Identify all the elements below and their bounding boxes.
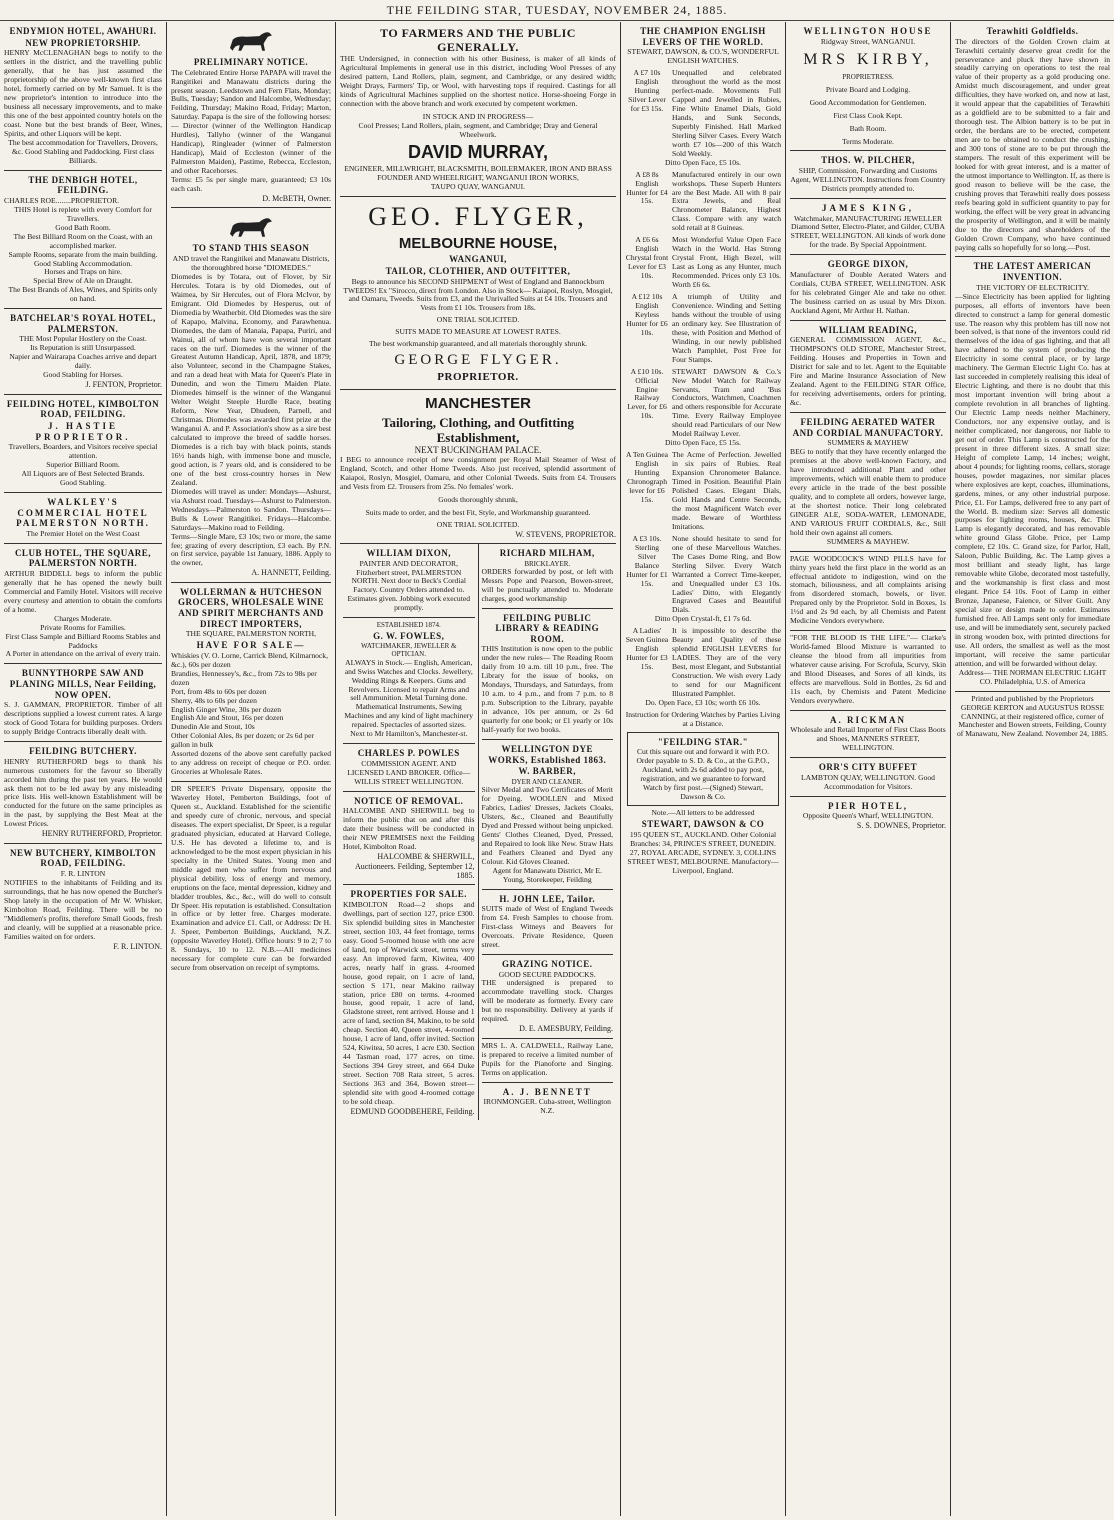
ad-body: SHIP, Commission, Forwarding and Customs Agent, WELLINGTON. Instructions from Country Districts promptly attended to.: [790, 166, 946, 193]
ad-body: PAINTER AND DECORATOR, Fitzherbert street, PALMERSTON NORTH. Next door to Beck's Cordial Factory. Country Orders attended to. Estimates given. Jobbing work executed promptly.: [347, 558, 471, 613]
caldwell-music-ad: [482, 1039, 614, 1083]
watch-price: A £12 10s English Keyless Hunter for £6 10s.: [626, 292, 668, 337]
ad-title: PROPERTIES FOR SALE.: [350, 889, 467, 900]
article-body: The directors of the Golden Crown claim at Terawhiti certainly deserve great credit for the perseverance and pluck they have shown in steadily carrying on operations to test the real value of their property as a gold producing one. Amidst much discouragement, and under great difficulties, they have worked on, and now at last, it would appear that the capabilities of Terawhiti as a goldfield are to be submitted to a fair and thorough test. The Albion battery is to be put in order, the berdans are to be erected, competent men are to be obtained to conduct the crushing, and 300 tons of stone are to be put through the stampers. The result of this experiment will be looked for with great interest, and is a matter of the utmost importance to Wellington. If, as there is good reason to believe will be the case, the crushing proves that Terawhiti really does possess reefs bearing gold in sufficient quantity to pay for working, the effect will be very great in advancing the prosperity of Wellington, and it will be mainly due to the directors and shareholders of the Golden Crown Company, who have continued paying calls so hopefully for so long.—Post.: [955, 36, 1110, 252]
ad-line: Its Reputation is still Unsurpassed.: [30, 343, 136, 353]
feilding-star-coupon[interactable]: [627, 732, 779, 806]
ad-title: THOS. W. PILCHER,: [821, 155, 915, 166]
ad-line: ONE TRIAL SOLICITED.: [436, 315, 520, 325]
ad-address: 195 QUEEN ST., AUCKLAND. Other Colonial Branches: 34, PRINCE'S STREET, DUNEDIN. 27, ROYAL ARCADE, SYDNEY. 3, COLLINS STREET WEST, MELBOURNE. Manufactory—Liverpool, England.: [627, 829, 779, 875]
watch-price: A £3 10s. Sterling Silver Balance Hunter for £1 15s.: [626, 533, 668, 588]
ad-body: SUITS made of West of England Tweeds from £4. Fresh Samples to choose from. First-class Witneys and Beavers for Overcoats. Private Residence, Queen street.: [481, 904, 613, 949]
ad-trade: TAILOR, CLOTHIER, AND OUTFITTER,: [385, 265, 571, 276]
ad-body: I BEG to announce receipt of new consignment per Royal Mail Steamer of West of England, Scotch, and other Home Tweeds. Also just received, splendid assortment of Kaiapoi, Roslyn, Mosgiel, Oamaru, and other Colonial Tweeds. Suits from £4. Trousers and Vests from £2. Trousers from 25s. No females' work.: [340, 454, 616, 491]
walkley-hotel-ad: [4, 493, 162, 544]
center-left-subcolumn: [340, 544, 478, 1120]
ad-title: H. JOHN LEE, Tailor.: [499, 893, 596, 904]
watch-item: [625, 293, 781, 365]
column-center: [336, 22, 620, 1516]
ad-line: Travellers, Boarders, and Visitors receive special attention.: [8, 442, 158, 461]
ad-address: NEXT BUCKINGHAM PALACE.: [414, 445, 542, 456]
ad-body: Opposite Queen's Wharf, WELLINGTON.: [802, 811, 934, 821]
ad-title: PRELIMINARY NOTICE.: [193, 57, 309, 67]
milham-bricklayer-ad: [482, 544, 614, 609]
ad-body: THE undersigned is prepared to accommodate travelling stock. Charges will be moderate as formerly. Every care but no responsibility. Delivery at yards if required.: [481, 978, 613, 1024]
ad-line: THE Most Popular Hostlery on the Coast.: [19, 334, 147, 344]
ad-body: BEG to notify that they have recently enlarged the premises at the above well-known Factory, and have introduced additional Plant and other improvements, which will enable them to produce every article in the trade of the best possible quality, and to complete all orders, however large, at the shortest notice. Their long celebrated GINGER ALE, SODA-WATER, LEMONADE, AND VARIOUS FRUIT CORDIALS, &c., Still hold their own against all comers.: [790, 447, 946, 537]
dr-speer-ad: [171, 782, 331, 977]
ad-line: Terms Moderate.: [842, 136, 894, 146]
ad-item: Port, from 48s to 60s per dozen: [171, 686, 267, 696]
column-4: [621, 22, 785, 1516]
ad-title: A. RICKMAN: [830, 714, 906, 725]
ad-signature: J. FENTON, Proprietor.: [85, 380, 162, 390]
watch-desc: None should hesitate to send for one of these Marvellous Watches. The Cases Dome Ring, and Bow Sterling Silver. Every Watch Warranted a Correct Time-keeper, and Unequalled under £3 10s. Ladies' Ditto, with Elegantly Engraved Cases and Beautiful Dials.: [672, 533, 781, 615]
watch-desc: A triumph of Utility and Convenience. Winding and Setting hands without the trouble of using an ordinary key. See Illustration of these, with Position and Method of Winding, in our newly published Watch Pamphlet, Post Free for Four Stamps.: [672, 292, 781, 364]
ad-signature: GEORGE FLYGER.: [394, 352, 562, 369]
ad-signature: HALCOMBE & SHERWILL, Auctioneers. Feilding, September 12, 1885.: [354, 852, 475, 880]
ad-line: Bath Room.: [849, 123, 887, 133]
papapa-notice-ad: [171, 22, 331, 208]
ad-signature: F. R. LINTON.: [113, 941, 162, 951]
diomedes-stud-ad: [171, 208, 331, 582]
public-library-ad: [482, 609, 614, 740]
feilding-hotel-ad: [4, 395, 162, 493]
wollerman-grocers-ad: [171, 583, 331, 782]
bunnythorpe-mills-ad: [4, 664, 162, 742]
ad-body: Silver Medal and Two Certificates of Merit for Dyeing. WOOLLEN and Mixed Fabrics, Ladies' Dresses, Jackets Cloaks, Ulsters, &c., Cleaned and Beautifully Dyed and Pressed without being unpicked. Gents' Clothes Cleaned, Dyed, Pressed, and Repaired to look like New. Straw Hats and Feathers Cleaned and Dyed any Colour. Kid Gloves Cleaned.: [481, 785, 613, 866]
coupon-title: "FEILDING STAR.": [657, 736, 749, 747]
horse-illustration-icon: [216, 27, 286, 55]
ad-name: W. BARBER,: [518, 766, 576, 777]
ad-name: F. R. LINTON: [60, 868, 106, 878]
ad-subtitle: NEW PROPRIETORSHIP.: [25, 37, 141, 48]
ad-body: LAMBTON QUAY, WELLINGTON. Good Accommodation for Visitors.: [801, 772, 935, 791]
ad-subtitle: THE VICTORY OF ELECTRICITY.: [976, 282, 1089, 292]
ad-title: MANCHESTER: [425, 394, 531, 412]
ad-title: TO FARMERS AND THE PUBLIC GENERALLY.: [380, 26, 576, 55]
ad-line: Good Stabling for Horses.: [43, 370, 123, 380]
ad-body: HALCOMBE AND SHERWILL beg to inform the public that on and after this date their business will be conducted in their NEW PREMISES next the Feilding Hotel, Kimbolton Road.: [343, 806, 475, 852]
watch-item: [625, 69, 781, 159]
ad-body: Watchmaker, MANUFACTURING JEWELLER Diamond Setter, Electro-Plater, and Gilder, CUBA STREET, WELLINGTON. All kinds of work done for the trade. By Special Appointment.: [790, 213, 946, 250]
ad-trades: ENGINEER, MILLWRIGHT, BLACKSMITH, BOILERMAKER, IRON AND BRASS FOUNDER AND WHEELRIGHT, WANGANUI IRON WORKS,: [344, 164, 612, 183]
watch-price: A £6 6s English Chrystal front Lever for £3 10s.: [625, 235, 669, 281]
ad-line: Private Board and Lodging.: [825, 84, 911, 94]
column-6: [951, 22, 1114, 1516]
stewart-dawson-watches-ad: [625, 22, 781, 879]
ad-title: WILLIAM DIXON,: [366, 547, 451, 558]
watch-desc: Unequalled and celebrated throughout the world as the most perfect-made. Movements Full Capped and Jewelled in Rubies, Fine White Enamel Dials, Gold Hands, and Sunk Seconds, Superbly Finished. Hall Marked Sterling Silver Cases. Every Watch worth £7 10s—200 of this Watch Sold Weekly.: [672, 68, 781, 158]
ad-body: Wholesale and Retail Importer of First Class Boots and Shoes, MANNERS STREET, WELLINGTON.: [790, 725, 946, 753]
terawhiti-goldfields-article: [955, 22, 1110, 257]
powles-agent-ad: [343, 744, 475, 791]
watch-desc: STEWART DAWSON & Co.'s New Model Watch for Railway Servants, Tram and 'Bus Conductors, Watchmen, Coachmen and others responsible for Accurate Time. Every Railway Employee should read Particulars of our New Model Railway Lever.: [672, 366, 781, 439]
ad-subtitle: Tailoring, Clothing, and Outfitting Establishment,: [381, 414, 575, 445]
dye-works-ad: [482, 740, 614, 890]
ad-item: Other Colonial Ales, 8s per dozen; or 2s 6d per gallon in bulk: [171, 731, 314, 750]
new-butchery-ad: [4, 844, 162, 955]
ad-title: JAMES KING,: [821, 202, 914, 213]
ad-title: RICHARD MILHAM,: [499, 547, 595, 558]
fowles-watchmaker-ad: [343, 618, 475, 744]
ad-body: HENRY RUTHERFORD begs to thank his numerous customers for the favour so liberally accorded him during the past ten years. He would ask them not to be led away by any misleading price lists. His well-known Establishment will be conducted for the future on the same principles as in the past, by supplying the Best Meat at the Lowest Prices.: [4, 756, 162, 829]
ad-line: The Premier Hotel on the West Coast: [26, 528, 140, 538]
ad-signature: EDMUND GOODBEHERE, Feilding.: [350, 1106, 475, 1116]
ad-body: THIS Institution is now open to the public under the new rules— The Reading Room daily from 10 a.m. till 10 p.m., free. The Library for the issue of books, on Mondays, Thursdays, and Saturdays, from 10 a.m. to 4 p.m., and from 7 p.m. to 8 p.m. Subscription to the Library, payable in advance, 10s per annum, or 2s 6d quarterly for one book; or £1 yearly or 10s half-yearly for two books.: [481, 644, 613, 735]
watch-price: A Ten Guinea English Hunting Chronograph lever for £6 15s.: [626, 450, 668, 504]
watch-item: [625, 451, 781, 532]
ad-established: ESTABLISHED 1874.: [376, 621, 441, 630]
ad-body: —Since Electricity has been applied for lighting purposes, all efforts of inventors have been directed to construct a lamp for general domestic use. The reason why this problem has till now not been solved, is that none of the inventors could rid themselves of the idea of gas lighting, and that all have adhered to the system of producing the Electricity in some central place, or by large machinery. The German Electric Light Co. has at last succeeded in completely realising this ideal of Electric Lighting, and there is no doubt that this most important invention will bring about a complete revolution in all branches of lighting. Our Electric Lamp needs neither Machinery, Conductors, nor any expensive outlay, and is neither complicated, nor dangerous, nor liable to get out of order. This Lamp is constructed for the present in three different sizes. A small size: Height of complete Lamp, 14 inches; weight, about 4 pounds; for lighting rooms, cellars, storage houses, powder magazines, nor similar places where explosives are kept, coaches, illuminations, gardens, mines, or any other industrial purpose. Price, £1. For Lamps, delivered free to any part of the World. B. medium size: Serves all domestic purposes for lighting rooms, houses, &c. This Lamp is elegantly decorated, and has removable white ground Glass Globe. Price, per Lamp complete, £2 10s. C. Grand size, for Parlor, Hall, Saloon, Public Building, &c. The Lamp gives a most brilliant and steady light, has large removable white Globe, decorated most tastefully, and the workmanship is first class and most elegant. Price £4 10s. Foot of Lamp in either Bronze, Japanese, Faience, or Silver Guilt. Any special size or design made to order. Estimates furnished free. All Lamps sent only for immediate use, and will be immediately sent, securely packed in strong wooden box, with printed directions for use. All orders, the smallest as well as the most important, will receive the same particular attention, and will be forwarded without delay.: [955, 291, 1111, 668]
geo-flyger-ad: [340, 197, 616, 390]
ad-title: THE DENBIGH HOTEL, FEILDING.: [28, 174, 138, 196]
address-note: Note.—All letters to be addressed: [651, 808, 755, 818]
ad-body: PAGE WOODCOCK'S WIND PILLS have for thirty years held the first place in the world as an effectual antidote to indigestion, wind on the stomach, biliousness, and all complaints arising from disordered stomach, bowels, or liver. Prepared only by the Proprietor. Sold in Boxes, 1s 1½d and 2s 9d each, by all Chemists and Patent Medicine Vendors everywhere.: [790, 553, 946, 626]
article-title: Terawhiti Goldfields.: [986, 26, 1079, 36]
ad-title: WELLINGTON DYE WORKS, Established 1863.: [488, 743, 607, 765]
batchelar-hotel-ad: [4, 309, 162, 394]
ad-item: Brandies, Hennessey's, &c., from 72s to 98s per dozen: [171, 668, 317, 687]
orrs-buffet-ad: [790, 758, 946, 797]
farmers-notice-ad: [340, 22, 616, 197]
ad-title: GRAZING NOTICE.: [501, 958, 593, 969]
ad-line: Sample Rooms, separate from the main building.: [8, 249, 158, 259]
ad-trade: DYER AND CLEANER.: [511, 777, 583, 786]
ad-name: SUMMERS & MAYHEW: [827, 438, 909, 448]
ad-signature: HENRY RUTHERFORD, Proprietor.: [41, 829, 162, 839]
watch-desc: It is impossible to describe the Beauty and Quality of these splendid ENGLISH LEVERS for LADIES. They are of the very Best, most Elegant, and Substantial Construction. We wish every Lady to send for our Magnificent Illustrated Pamphlet.: [672, 626, 781, 698]
watch-price: A Ladies' Seven Guinea English Hunter for £3 15s.: [625, 626, 669, 672]
ad-title: FEILDING PUBLIC LIBRARY & READING ROOM.: [495, 612, 600, 644]
ad-line: Horses and Traps on hire.: [44, 267, 122, 277]
watch-desc: Manufactured entirely in our own workshops. These Superb Hunters are the Best Made. All with 8 pair Extra Jewels, and Real Chronometer Balance, Highest Class. Compare with any watch sold retail at 8 Guineas.: [672, 169, 781, 233]
ad-body: MRS L. A. CALDWELL, Railway Lane, is prepared to receive a limited number of Pupils for the Pianoforte and Singing. Terms on application.: [481, 1040, 613, 1077]
ad-subtitle: HAVE FOR SALE—: [196, 640, 306, 651]
ad-line: Cool Presses; Land Rollers, plain, segment, and Cambridge; Dray and General Wheelwork.: [358, 120, 598, 139]
ad-title: WILLIAM READING,: [818, 324, 917, 335]
column-1: [0, 22, 166, 1516]
ad-title: BATCHELAR'S ROYAL HOTEL, PALMERSTON.: [10, 313, 156, 334]
ad-name: GEO. FLYGER,: [368, 201, 588, 231]
ad-body: DR SPEER'S Private Dispensary, opposite the Waverley Hotel, Pemberton Buildings, foot of Queen st., Auckland. Established for the scientific and speedy cure of chronic, nervous, and special diseases. The expert specialist, Dr Speer, is a regular graduated physician, educated at Harvard College, U.S. He has devoted a lifetime to, and is acknowledged to be the most expert physician in his specialty in the United States. Young men and middle aged men who suffer from nervous and physical debility, loss of energy and memory, eruptions on the face, mental depression, kidney and bladder troubles, &c., &c., will do well to consult Dr Speer. His reputation is established. Consultation in office or by letter free. Charges moderate. Examination and advice £1. Call, or Address: Dr H. J. Speer, Pemberton Buildings, Auckland, N.Z. (opposite Waverley Hotel). Office hours: 9 to 2; 7 to 8. Sundays, 10 to 12. N.B.—All medicines necessary for complete cure can be forwarded secure from observation on receipt of symptoms.: [171, 784, 331, 973]
ad-body: ORDERS forwarded by post, or left with Messrs Pope and Pearson, Bowen-street, will be punctually attended to. Moderate charges, good workmanship: [481, 566, 613, 603]
ad-signature: S. S. DOWNES, Proprietor.: [856, 821, 946, 831]
ad-line: Suits made to order, and the best Fit, Style, and Workmanship guaranteed.: [365, 507, 591, 517]
ad-name: DAVID MURRAY,: [407, 141, 549, 162]
ad-signature: W. STEVENS, PROPRIETOR.: [515, 529, 616, 539]
ad-title: CHARLES P. POWLES: [357, 748, 460, 759]
horse-illustration-icon: [216, 213, 286, 241]
james-king-jeweller-ad: [790, 199, 946, 255]
ad-body: IRONMONGER. Cuba-street, Wellington N.Z.: [483, 1097, 611, 1116]
wellington-house-ad: [790, 22, 946, 151]
ad-item: English Ale and Stout, 16s per dozen: [171, 713, 284, 723]
ad-line: Private Rooms for Families.: [40, 622, 126, 632]
ad-trade: WATCHMAKER, JEWELLER & OPTICIAN.: [361, 642, 457, 659]
ad-line: ONE TRIAL SOLICITED.: [436, 519, 520, 529]
ad-item: Dunedin Ale and Stout, 10s: [171, 722, 255, 732]
ad-line: All Liquors are of Best Selected Brands.: [21, 468, 145, 478]
ad-title: THE LATEST AMERICAN INVENTION.: [973, 261, 1092, 283]
ad-title: ORR'S CITY BUFFET: [818, 762, 918, 773]
ad-trade: BRICKLAYER.: [524, 559, 571, 568]
ad-line: Napier and Wairarapa Coaches arrive and depart daily.: [9, 352, 157, 371]
ad-signature: D. McBETH, Owner.: [262, 193, 331, 203]
ad-title: FEILDING BUTCHERY.: [29, 746, 137, 757]
ad-line: The Best Billiard Room on the Coast, with an accomplished marker.: [13, 231, 153, 250]
imprint-text: Printed and published by the Proprietors GEORGE KERTON and AUGUSTUS ROSSE CANNING, at their registered office, corner of Manchester and Bowen streets, Feilding, County of Manawatu, New Zealand. November 24, 1885.: [957, 693, 1108, 739]
ad-name: MRS KIRBY,: [803, 50, 933, 68]
ad-intro: AND travel the Rangitikei and Manawatu Districts, the thoroughbred horse "DIOMEDES.": [172, 254, 330, 272]
ad-body: ARTHUR BIDDELL begs to inform the public generally that he has opened the newly built Commercial and Family Hotel. Visitors will receive every courtesy and attention to obtain the comforts of a home.: [4, 568, 162, 614]
ad-subtitle: GOOD SECURE PADDOCKS.: [498, 969, 596, 979]
center-right-subcolumn: [478, 544, 617, 1120]
ordering-instruction: Instruction for Ordering Watches by Parties Living at a Distance.: [625, 709, 781, 728]
ad-body: THE Undersigned, in connection with his other Business, is maker of all kinds of Agricultural Implements in general use in this district, including Wool Presses of any desired pattern, Land Rollers, plain, segment, and Cambridge, or any desired width; Weight Drays, Farmers' Tip, or Wool, with harvesting tops if required. Castings for all kinds of Agricultural Machines supplied on the shortest notice. Horse-shoeing Forge in connection with the above branch and work executed by competent workmen.: [340, 54, 616, 109]
ad-line: SUITS MADE TO MEASURE AT LOWEST RATES.: [395, 327, 561, 337]
ad-title: NOTICE OF REMOVAL.: [354, 795, 464, 806]
ad-signature: D. E. AMESBURY, Feilding.: [519, 1024, 613, 1034]
ad-role: PROPRIETRESS.: [842, 73, 894, 82]
ad-line: The Best Brands of Ales, Wines, and Spirits only on hand.: [8, 285, 158, 304]
bennett-ironmonger-ad: [482, 1083, 614, 1121]
ad-town: WANGANUI,: [449, 254, 507, 265]
masthead: THE FEILDING STAR, TUESDAY, NOVEMBER 24, 1885.: [0, 0, 1114, 21]
aerated-water-ad: [790, 413, 946, 552]
ad-body: NOTIFIES to the inhabitants of Feilding and its surroundings, that he has now opened the Butcher's Shop lately in the occupation of Mr W. Whisker, Kimbolton Road, Feilding. There will be no "Middlemen's profits, therefore Small Goods, fresh and cleanly, will be supplied at a reasonable price. Families waited on for orders.: [4, 877, 162, 941]
column-5: [786, 22, 950, 1516]
ad-title: G. W. FOWLES,: [373, 630, 445, 641]
dixon-painter-ad: [343, 544, 475, 618]
ad-line: A Porter in attendance on the arrival of every train.: [5, 649, 161, 659]
blood-mixture-ad: [790, 631, 946, 711]
feilding-butchery-ad: [4, 742, 162, 844]
watch-item: [625, 368, 781, 440]
publisher-imprint: [955, 692, 1110, 744]
ad-proprietor: CHARLES ROE........PROPRIETOR.: [4, 195, 120, 205]
ad-line: Goods thoroughly shrunk,: [438, 494, 518, 504]
wind-pills-ad: [790, 552, 946, 632]
ad-schedule: Diomedes will travel as under: Mondays—Ashurst, via Ashurst road. Tuesdays—Ashurst to Palmerston. Wednesdays—Palmerston to Sandon. Thursdays—Bulls & Lower Rangitikei. Fridays—Halcombe. Saturdays—Makino road to Feilding.: [171, 486, 331, 532]
ad-title: GEORGE DIXON,: [827, 259, 909, 270]
ad-title: WALKLEY'S COMMERCIAL HOTEL PALMERSTON NORTH.: [16, 496, 150, 529]
ad-item: Whiskies (V. O. Lorne, Carrick Blend, Kilmarnock, &c.), 60s per dozen: [171, 650, 328, 669]
ad-body: KIMBOLTON Road—2 shops and dwellings, part of section 127, price £300. Six splendid building sites in Manchester street, section 103, 44 feet frontage, terms easy. Good 5-roomed house with one acre of land, top of Warwick street, terms very easy. An improved farm, Kiwitea, 400 acres, nearly half in grass. 4-roomed house, good repair, on 1 acre of land, section S 171, near Makino railway station, price £80 on terms. 4-roomed house, good repair, 1 acre of land, Gladstone street, rent arrived. House and 1 acre of land, section 84, Makino, to be sold cheap. Section 40, Queen street, 4-roomed house, 1 acre of land, offer invited. Section 524, Kiwitea, 50 acres, 1 acre £30. Section 44 Tasman road, 177 acres, on time. Sections 394 Grey street, and 664 Duke street. Section 708 Rata street, 5 acres. Sections 363 and 364, Bowen street—splendid site with good 4-roomed cottage to be sold cheap.: [343, 899, 475, 1106]
pilcher-agent-ad: [790, 151, 946, 198]
ad-line: First Class Cook Kept.: [833, 110, 903, 120]
ad-line: THIS Hotel is replete with every Comfort for Travellers.: [14, 204, 152, 223]
ad-body: ALWAYS in Stock.— English, American, and Swiss Watches and Clocks. Jewellery, Wedding Rings & Keepers. Guns and Revolvers. Licensed to repair Arms and sell Ammunition. Metal Turning done. Mathematical Instruments, Sewing Machines and any kind of light machinery repaired. Spectacles of assorted sizes.: [344, 657, 474, 730]
ad-title: ENDYMION HOTEL, AWAHURI.: [9, 26, 157, 36]
ad-title: TO STAND THIS SEASON: [192, 243, 310, 254]
ad-terms: Terms: £5 5s per single mare, guaranteed; £3 10s each cash.: [171, 175, 331, 193]
watch-desc: The Acme of Perfection. Jewelled in six pairs of Rubies. Real Expansion Chronometer Balance. Timed in Position. Beautiful Plain Polished Cases. Elegant Dials, Gold Hands and Centre Seconds, the most Magnificent Watch ever made. Beware of Worthless Imitations.: [672, 450, 781, 531]
watch-item: [625, 627, 781, 699]
properties-sale-ad: [343, 885, 475, 1120]
ad-title: FEILDING HOTEL, KIMBOLTON ROAD, FEILDING.: [6, 398, 160, 420]
ditto-line: Do. Open Face, £3 10s; worth £6 10s.: [645, 697, 761, 707]
ad-title: WOLLERMAN & HUTCHESON GROCERS, WHOLESALE WINE AND SPIRIT MERCHANTS AND DIRECT IMPORTERS,: [178, 586, 324, 629]
ad-proprietor: J. HASTIE PROPRIETOR.: [35, 420, 131, 442]
ad-body: HENRY McCLENAGHAN begs to notify to the settlers in the district, and the travelling public generally, that he has just assumed the proprietorship of the above well-known first class hotel, formerly carried on by Mr Samuel. It is the new proprietor's intention to introduce into the business all necessary improvements, and to make this one of the best appointed country hotels on the coast. None but the best brands of Beer, Wines, Spirits, and other Liquors will be kept.: [4, 48, 162, 138]
ad-line: Good Stabling.: [60, 477, 106, 487]
ad-signature: SUMMERS & MAYHEW.: [826, 536, 910, 546]
ad-body: COMMISSION AGENT. AND LICENSED LAND BROKER. Office—WILLIS STREET WELLINGTON.: [347, 758, 471, 786]
center-split-columns: [340, 544, 616, 1120]
ad-terms: Terms—Single Mare, £3 10s; two or more, the same fee; grazing of every description, £3 each. By P.N. on first service, payable 1st January, 1886. Apply to the owner,: [171, 531, 331, 568]
watch-item: [625, 535, 781, 616]
watch-price: A £7 10s English Hunting Silver Lever for £3 15s.: [628, 68, 666, 113]
ad-signature: A. HANNETT, Feilding.: [251, 568, 331, 578]
ad-line: The best workmanship guaranteed, and all materials thoroughly shrunk.: [368, 339, 588, 349]
ad-line: Good Bath Room.: [55, 222, 111, 232]
grazing-notice-ad: [482, 955, 614, 1039]
ditto-line: Ditto Open Face, £5 15s.: [665, 438, 741, 448]
ad-intro: STEWART, DAWSON, & CO.'S, WONDERFUL ENGLISH WATCHES.: [627, 47, 779, 66]
endymion-hotel-ad: [4, 22, 162, 171]
ad-role: PROPRIETOR.: [437, 370, 519, 383]
ad-body: The Celebrated Entire Horse PAPAPA will travel the Rangitikei and Manawatu districts during the present season. Leedstown and Fern Flats, Monday; Bulls, Tuesday; Sandon and Halcombe, Wednesday; Feilding, Thursday; Makino Road, Friday; Marton, Saturday. Papapa is the sire of the following horses:— Director (winner of the Wellington Handicap Hurdles), Tallyho (winner of the Wanganui Handicap), Ringleader (winner of Palmerston Handicap), Maid of Eccleston (winner of the Palmerston Maiden), Pastime, Rebecca, Eccleston, and other Racehorses.: [171, 67, 331, 176]
reading-commission-ad: [790, 321, 946, 413]
rickman-boots-ad: [790, 711, 946, 758]
ad-line: Good Accommodation for Gentlemen.: [809, 97, 927, 107]
removal-notice-ad: [343, 792, 475, 886]
pier-hotel-ad: [790, 797, 946, 835]
ad-item: Sherry, 48s to 60s per dozen: [171, 695, 257, 705]
ad-footer: Assorted dozens of the above sent carefully packed to any address on receipt of cheque or P.O. order. Groceries at Wholesale Rates.: [171, 749, 331, 777]
ad-agent: Agent for Manawatu District, Mr E. Young, Storekeeper, Feilding: [492, 865, 602, 884]
ad-title: BUNNYTHORPE SAW AND PLANING MILLS, Near Feilding, NOW OPEN.: [9, 668, 157, 700]
ad-line: Superior Billiard Room.: [46, 460, 120, 470]
ad-signature: STEWART, DAWSON & CO: [641, 819, 765, 830]
ad-title: FEILDING AERATED WATER AND CORDIAL MANUFACTORY.: [792, 416, 944, 438]
watch-item: [625, 171, 781, 234]
ad-title: THE CHAMPION ENGLISH LEVERS OF THE WORLD.: [640, 26, 766, 47]
ad-subtitle: Ridgway Street, WANGANUI.: [820, 36, 916, 46]
ad-body: S. J. GAMMAN, PROPRIETOR. Timber of all descriptions supplied a lowest current rates. A large stock of Good Totara for building purposes. Orders to supply Bridge Contracts liberally dealt with.: [4, 700, 162, 737]
ad-title: CLUB HOTEL, THE SQUARE, PALMERSTON NORTH.: [14, 547, 152, 569]
ad-body: Begs to announce his SECOND SHIPMENT of West of England and Bannockburn TWEEDS! Ex "Sirocco, direct from London. Also in Stock— Kaiapoi, Roslyn, Mosgiel, and Oamaru, Tweeds. Suits from £3, and the Unrivalled Suits at £4 10s. Trousers and Vests from £1 10s. Trousers from 18s.: [343, 276, 613, 313]
ad-address: THE SQUARE, PALMERSTON NORTH,: [185, 629, 317, 639]
ad-body: Diomedes is by Totara, out of Flover, by Sir Hercules. Totara is by old Diomedes, out of Waimea, by Sir Hercules, out of Flora McIvor, by Emigrant. Old Diomedes by Hesperus, out of Diomedia by Weatherbit. Old Diomedes was the sire of Kapapo, Malvina, Economy, and Parawhenua. Diomedes, the dam of Manaia, Papapa, Puriri, and Wainui, all of whom have won several important races on the turf. Diomedes is the winner of the Greatest Autumn Handicap, April, 1878, and 1879; also Volunteer, second in the Champagne Stakes, and ran a dead heat with Mata for Queen's Plate in Dunedin, and won the Timeru Maiden Plate. Diomedes himself is the winner of the Wanganui Welter Weight Steeple Hurdle Race, beating Reform, New Year, Dhudeen, Parnell, and Christmas. Diomedes was awarded first prize at the Wanganui A. and P. Association's show as a sire best calculated to improve the breed of saddle horses. Diomedes is a rich bay with black points, stands 16½ hands high, with immense bone and muscle, good action, is 7 years old, and is considered to be one of the best cross-country horses in New Zealand.: [171, 271, 331, 487]
watch-item: [625, 236, 781, 290]
ad-body: Manufacturer of Double Aerated Waters and Cordials, CUBA STREET, WELLINGTON. ASK for his celebrated Ginger Ale and take no other. The business carried on as usual by Mrs Dixon. Auckland Agent, Mr Arthur H. Nathan.: [790, 269, 946, 315]
ad-line: Charges Moderate.: [54, 613, 112, 623]
watch-price: A £8 8s English Hunter for £4 15s.: [626, 169, 668, 206]
ad-title: A. J. BENNETT: [502, 1086, 592, 1097]
ad-title: WELLINGTON HOUSE: [803, 26, 933, 36]
ad-footer: The best accommodation for Travellers, Drovers, &c. Good Stabling and Paddocking. First class Billiards.: [8, 137, 158, 165]
ad-address: TAUPO QUAY, WANGANUI.: [430, 182, 526, 192]
ad-body: GENERAL COMMISSION AGENT, &c., THOMPSON'S OLD STORE, Manchester Street, Feilding. Houses and Properties in Town and District for sale and to let. Agent to the Equitable Fire and Marine Insurance Association of New Zealand. Agent to the FEILDING STAR Office, for receiving advertisements, orders for printing, &c.: [790, 335, 946, 407]
ad-address: Next to Mr Hamilton's, Manchester-st.: [350, 729, 468, 739]
electric-light-ad: [955, 257, 1110, 691]
manchester-tailoring-ad: [340, 390, 616, 544]
watch-price: A £10 10s. Official Engine Railway Lever, for £6 10s.: [627, 366, 667, 421]
ad-house: MELBOURNE HOUSE,: [398, 234, 558, 252]
ad-item: English Ginger Wine, 30s per dozen: [171, 704, 282, 714]
ditto-line: Ditto Open Crystal-ft, £1 7s 6d.: [654, 614, 752, 624]
club-hotel-ad: [4, 544, 162, 665]
george-dixon-cordials-ad: [790, 255, 946, 320]
ad-address: Address— THE NORMAN ELECTRIC LIGHT CO. Philadelphia, U.S. of America: [958, 667, 1107, 686]
ad-line: First Class Sample and Billiard Rooms Stables and Paddocks: [5, 631, 161, 650]
ad-line: Special Brew of Ale on Draught.: [33, 276, 133, 286]
ad-body: "FOR THE BLOOD IS THE LIFE."— Clarke's World-famed Blood Mixture is warranted to cleanse the blood from all impurities from whatever cause arising. For Scrofula, Scurvy, Skin and Blood Diseases, and Sores of all kinds, its effects are marvellous. Sold in Bottles, 2s 6d and 11s each, by Chemists and Patent Medicine Vendors everywhere.: [790, 633, 946, 705]
ad-title: NEW BUTCHERY, KIMBOLTON ROAD, FEILDING.: [10, 847, 156, 869]
coupon-body: Cut this square out and forward it with P.O. Order payable to S. D. & Co., at the G.P.O., Auckland, with 2s 6d added to pay post, registration, and we guarantee to forward Watch by first post.—(Signed) Stewart, Dawson & Co.: [636, 747, 770, 802]
ad-line: Good Stabling Accommodation.: [33, 258, 133, 268]
denbigh-hotel-ad: [4, 171, 162, 310]
column-2: [167, 22, 335, 1516]
ad-subtitle: IN STOCK AND IN PROGRESS—: [422, 112, 534, 122]
ditto-line: Ditto Open Face, £5 10s.: [665, 157, 741, 167]
watch-desc: Most Wonderful Value Open Face Watch in the World. Has Strong Crystal Front, High Bezel, will Last as Long as any Hunter, much Recommended. Prices only £3 10s. Worth £6 6s.: [672, 235, 781, 290]
lee-tailor-ad: [482, 890, 614, 955]
ad-title: PIER HOTEL,: [827, 800, 908, 811]
